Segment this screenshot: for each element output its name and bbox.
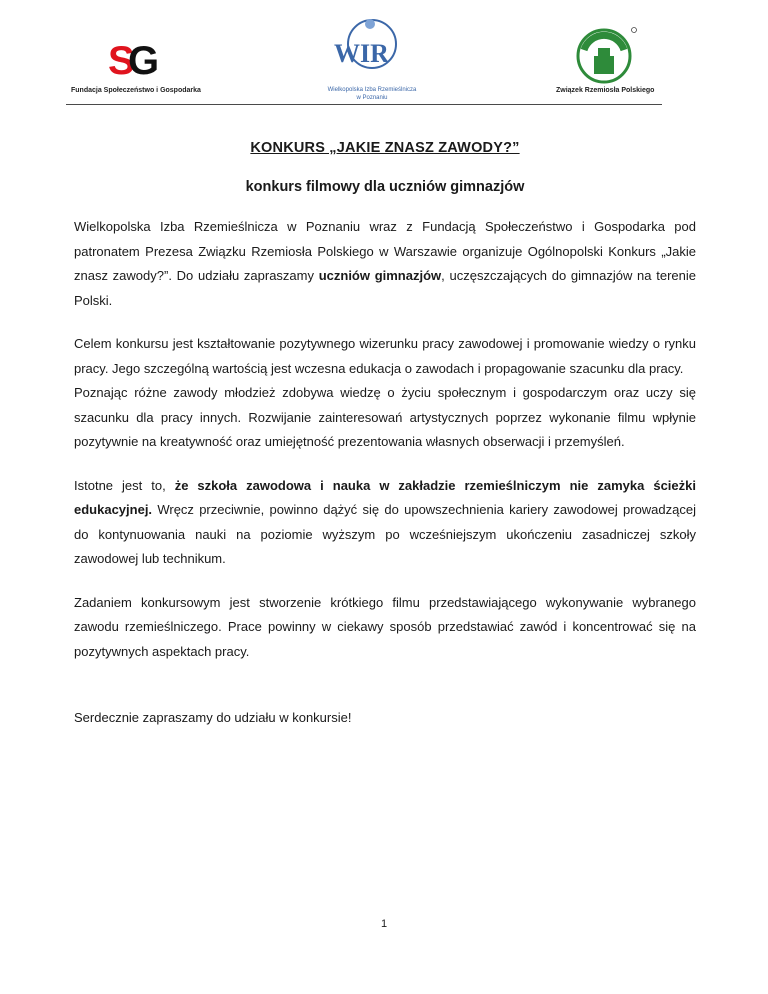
zrp-caption: Związek Rzemiosła Polskiego [556, 87, 655, 94]
svg-text:G: G [128, 39, 160, 82]
wir-logo [330, 14, 400, 84]
paragraph-intro-text-b: , uczęszczających do gimnazjów na terenie Polski. [74, 268, 696, 308]
paragraph-intro-bold: uczniów gimnazjów [318, 268, 442, 283]
paragraph-education-text-a: Istotne jest to, [74, 477, 175, 493]
paragraph-intro-text-a: Wielkopolska Izba Rzemieślnicza w Poznaniu wraz z Fundacją Społeczeństwo i Gospodarka pod patronatem Prezesa Związku Rzemiosła Polskiego w Warszawie organizuje Ogólnopolski Konkurs „Jakie znasz zawody?”. Do udziału zapraszamy [74, 219, 696, 283]
zrp-logo [568, 24, 640, 86]
document-body [74, 140, 696, 731]
paragraph-intro [74, 215, 696, 313]
sg-caption: Fundacja Społeczeństwo i Gospodarka [71, 87, 201, 94]
paragraph-goal: Celem konkursu jest kształtowanie pozytywnego wizerunku pracy zawodowej i promowanie wiedzy o rynku pracy. Jego szczególną wartością jest wczesna edukacja o zawodach i propagowanie szacunku dla pracy. [74, 336, 696, 376]
paragraph-knowledge: Poznając różne zawody młodzież zdobywa wiedzę o życiu społecznym i gospodarczym oraz uczy się szacunku dla pracy innych. Rozwijanie zainteresowań artystycznych poprzez wykonanie filmu wpłynie pozytywnie na kreatywność oraz umiejętność prezentowania własnych obserwacji i przemyśleń. [74, 385, 696, 449]
wir-caption: Wielkopolska Izba Rzemieślnicza w Poznaniu [327, 87, 417, 101]
paragraph-task: Zadaniem konkursowym jest stworzenie krótkiego filmu przedstawiającego wykonywanie wybranego zawodu rzemieślniczego. Prace powinny w ciekawy sposób przedstawiać zawód i koncentrować się na pozytywnych aspektach pracy. [74, 594, 696, 659]
svg-text:S: S [108, 39, 131, 82]
sg-logo [108, 36, 160, 82]
paragraph-education [74, 474, 696, 572]
paragraph-education-bold: że szkoła zawodowa i nauka w zakładzie rzemieślniczym nie zamyka ścieżki edukacyjnej. [74, 477, 696, 517]
document-title: KONKURS „JAKIE ZNASZ ZAWODY?” [250, 140, 520, 156]
page-number: 1 [380, 918, 388, 930]
document-subtitle: konkurs filmowy dla uczniów gimnazjów [245, 179, 525, 195]
paragraph-invitation: Serdecznie zapraszamy do udziału w konkursie! [74, 710, 352, 725]
paragraph-education-text-b: Wręcz przeciwnie, powinno dążyć się do upowszechnienia kariery zawodowej prowadzącej do kontynuowania nauki na poziomie wyższym po wcześniejszym ukończeniu zasadniczej szkoły zawodowej lub technikum. [74, 502, 696, 566]
page-header [0, 0, 768, 110]
header-divider [66, 104, 662, 105]
svg-text:WIR: WIR [334, 39, 389, 68]
